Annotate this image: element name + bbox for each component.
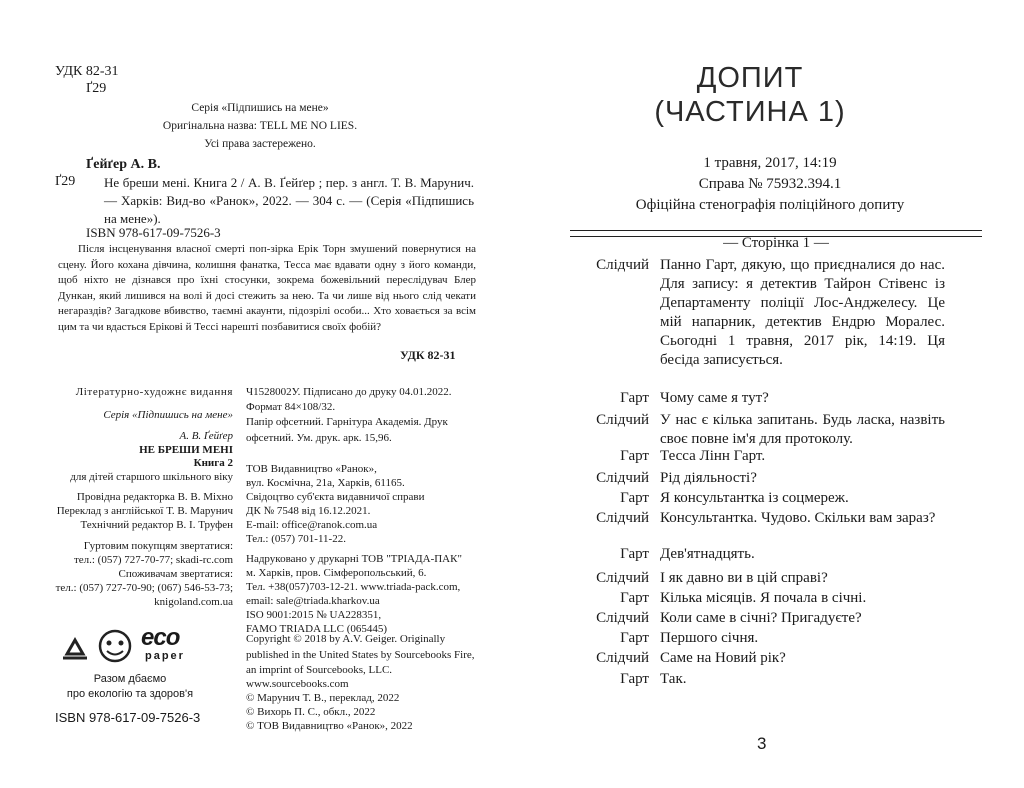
genre-line: Літературно-художнє видання — [75, 386, 233, 398]
colophon-title: НЕ БРЕШИ МЕНІ — [139, 444, 233, 456]
speech-text: Саме на Новий рік? — [660, 650, 786, 666]
speech-text: Панно Гарт, дякую, що приєдналися до нас. Для запису: я детектив Тайрон Стівенс із Департаменту поліції Лос-Анджелесу. Це мій напарник, детектив Ендрю Моралес. Сьогодні 1 травня, 2017 рік, 14:19. Ця бесіда записується. — [660, 257, 945, 368]
eco-logo-sub: paper — [145, 650, 185, 662]
speaker-label: Гарт — [620, 671, 649, 687]
publisher-5: E-mail: office@ranok.com.ua — [246, 519, 378, 531]
consumers-label: Споживачам звертатися: — [118, 568, 233, 580]
chapter-title-2: (ЧАСТИНА 1) — [654, 96, 846, 128]
speaker-label: Гарт — [620, 448, 649, 464]
speech-text: Консультантка. Чудово. Скільки вам зараз? — [660, 510, 936, 526]
speech-text: Чому саме я тут? — [660, 390, 769, 406]
speaker-label: Слідчий — [596, 650, 649, 666]
case-number: Справа № 75932.394.1 — [698, 176, 842, 192]
speech-text: Коли саме в січні? Пригадуєте? — [660, 610, 862, 626]
rights-line: Усі права застережено. — [204, 138, 316, 150]
bibliographic-description: Не бреши мені. Книга 2 / А. В. Ґейґер ; пер. з англ. Т. В. Марунич. — Харків: Вид-во «Ранок», 2022. — 304 с. — (Серія «Підпишись на мене»). — [104, 175, 474, 226]
print-info-2: Формат 84×108/32. — [246, 401, 336, 413]
speech-text: Так. — [660, 671, 687, 687]
annotation: Після інсценування власної смерті поп-зірка Ерік Торн змушений повернутися на сцену. Його кохана дівчина, колишня фанатка, Тесса має вдавати одну з його команди, щоб ніхто не дізнався про їхні стосунки, зокрема божевільний переслідувач Блер Дункан, який лишився на волі й досі стежить за нею. Та чи лише від нього слід чекати негараздів? Загадкове вбивство, таємні акаунти, підозрілі особи... Хто ховається за всім цим та чи вдасться Ерікові й Тессі нарешті позбавитися своїх фобій? — [58, 243, 476, 333]
transcript-page-marker: — Сторінка 1 — — [723, 235, 829, 251]
printer-6: FAMO TRIADA LLC (065445) — [246, 623, 388, 635]
speaker-label: Слідчий — [596, 510, 649, 526]
speaker-label: Гарт — [620, 490, 649, 506]
colophon-author: А. В. Ґейґер — [179, 430, 233, 442]
speaker-label: Слідчий — [596, 570, 649, 586]
isbn-top: ISBN 978-617-09-7526-3 — [86, 225, 221, 240]
publisher-6: Тел.: (057) 701-11-22. — [246, 533, 346, 545]
printer-2: м. Харків, пров. Сімферопольський, 6. — [246, 567, 427, 579]
series-italic: Серія «Підпишись на мене» — [103, 409, 233, 421]
speech-text: У нас є кілька запитань. Будь ласка, назвіть своє повне ім'я для протоколу. — [660, 412, 945, 447]
publisher-4: ДК № 7548 від 16.12.2021. — [246, 505, 371, 517]
eco-logo-text: eco — [141, 624, 180, 651]
speech-text: Дев'ятнадцять. — [660, 546, 755, 562]
copyright-3: © Марунич Т. В., переклад, 2022 — [246, 692, 400, 704]
copyright-1: Copyright © 2018 by A.V. Geiger. Originally published in the United States by Sourcebooks Fire, an imprint of Sourcebooks, LLC. — [246, 633, 475, 676]
speech-text: Кілька місяців. Я почала в січні. — [660, 590, 867, 606]
eco-footer-2: про екологію та здоров'я — [66, 688, 194, 700]
colophon-book: Книга 2 — [193, 457, 233, 469]
speech-text: Тесса Лінн Гарт. — [660, 448, 766, 464]
print-info-3: Папір офсетний. Гарнітура Академія. Друк офсетний. Ум. друк. арк. 15,96. — [246, 416, 448, 444]
wholesale-label: Гуртовим покупцям звертатися: — [83, 540, 233, 552]
isbn-bottom: ISBN 978-617-09-7526-3 — [55, 710, 201, 725]
printer-4: email: sale@triada.kharkov.ua — [246, 595, 380, 607]
official-transcript: Офіційна стенографія поліційного допиту — [635, 197, 905, 213]
speech-text: Рід діяльності? — [660, 470, 757, 486]
printer-3: Тел. +38(057)703-12-21. www.triada-pack.com, — [246, 581, 461, 593]
chapter-title-1: ДОПИТ — [696, 62, 804, 94]
consumers-phone: тел.: (057) 727-70-90; (067) 546-53-73; — [55, 582, 233, 594]
tech-editor: Технічний редактор В. І. Труфен — [80, 519, 233, 531]
page-number: 3 — [757, 734, 767, 753]
eco-footer-1: Разом дбаємо — [93, 673, 167, 685]
publisher-2: вул. Космічна, 21а, Харків, 61165. — [246, 477, 405, 489]
speaker-label: Гарт — [620, 590, 649, 606]
speech-text: Першого січня. — [660, 630, 759, 646]
udk-code-2: УДК 82-31 — [400, 348, 456, 362]
author-mark: Ґ29 — [86, 81, 107, 96]
author-mark-2: Ґ29 — [55, 174, 76, 189]
interview-date: 1 травня, 2017, 14:19 — [703, 155, 837, 171]
author-name: Ґейґер А. В. — [86, 157, 161, 172]
copyright-4: © Вихорь П. С., обкл., 2022 — [246, 706, 376, 718]
original-title: Оригінальна назва: TELL ME NO LIES. — [162, 120, 358, 132]
udk-code: УДК 82-31 — [55, 64, 119, 79]
wholesale-phone: тел.: (057) 727-70-77; skadi-rc.com — [73, 554, 233, 566]
editor: Провідна редакторка В. В. Міхно — [76, 491, 233, 503]
speaker-label: Слідчий — [596, 470, 649, 486]
speaker-label: Слідчий — [596, 610, 649, 626]
copyright-5: © ТОВ Видавництво «Ранок», 2022 — [246, 720, 413, 732]
publisher-3: Свідоцтво суб'єкта видавничої справи — [246, 491, 425, 503]
speech-text: Я консультантка із соцмереж. — [660, 490, 849, 506]
audience: для дітей старшого шкільного віку — [70, 471, 233, 483]
print-info-1: Ч1528002У. Підписано до друку 04.01.2022. — [246, 386, 452, 398]
speaker-label: Гарт — [620, 630, 649, 646]
printer-1: Надруковано у друкарні ТОВ "ТРІАДА-ПАК" — [246, 553, 462, 565]
consumers-site: knigoland.com.ua — [154, 596, 233, 608]
translator: Переклад з англійської Т. В. Марунич — [56, 505, 233, 517]
speaker-label: Слідчий — [596, 257, 649, 273]
speaker-label: Слідчий — [596, 412, 649, 428]
copyright-2: www.sourcebooks.com — [246, 678, 349, 690]
series-line: Серія «Підпишись на мене» — [191, 102, 329, 114]
speech-text: І як давно ви в цій справі? — [660, 570, 828, 586]
speaker-label: Гарт — [620, 390, 649, 406]
publisher-1: ТОВ Видавництво «Ранок», — [246, 463, 377, 475]
printer-5: ISO 9001:2015 № UA228351, — [246, 609, 382, 621]
speaker-label: Гарт — [620, 546, 649, 562]
